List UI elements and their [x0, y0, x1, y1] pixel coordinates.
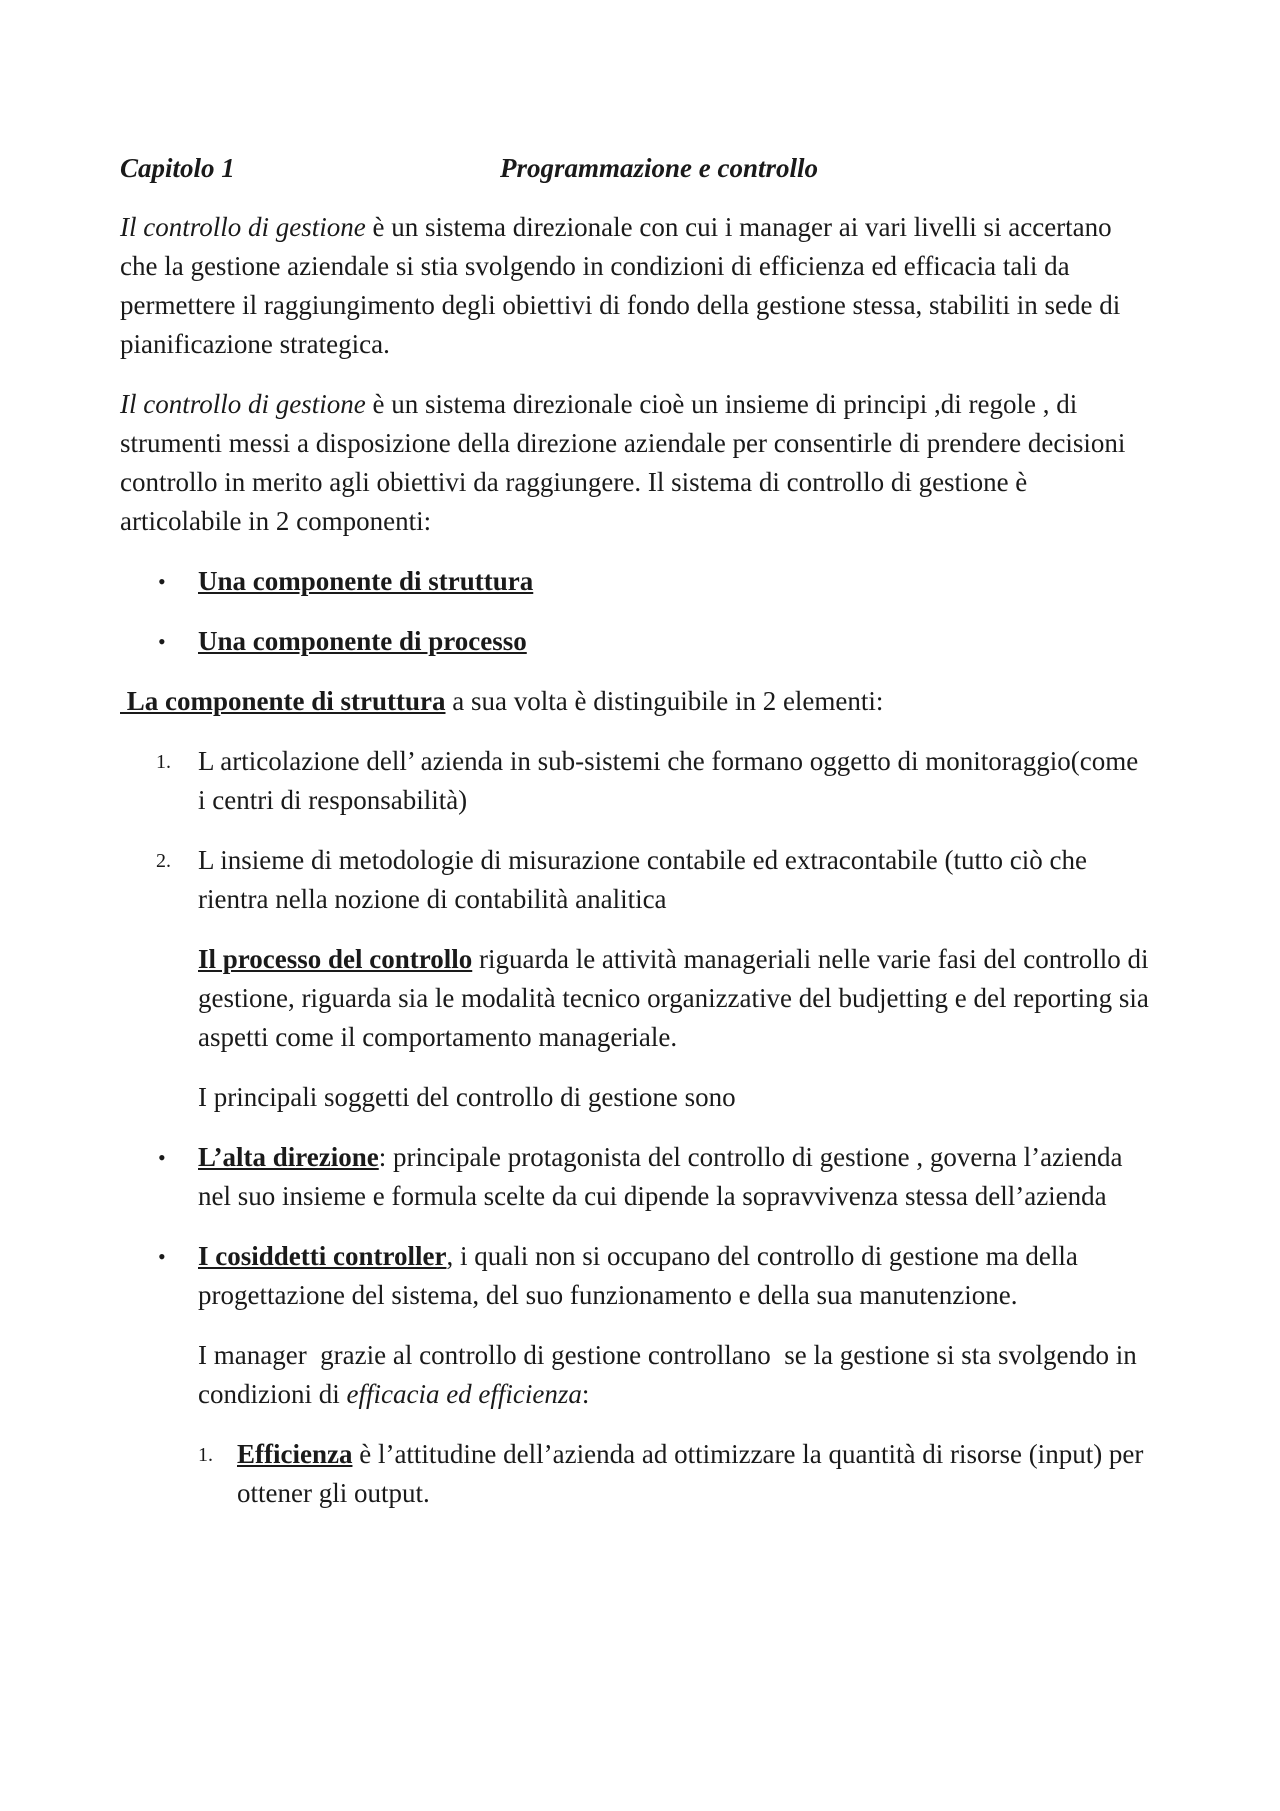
- paragraph-process: [120, 940, 1150, 1057]
- bullet-icon: •: [158, 629, 166, 654]
- paragraph-text: riguarda le attività manageriali nelle varie fasi del controllo di gestione, riguarda sia le modalità tecnico organizzative del budjetting e del reporting sia aspetti come il comportamento manageriale.: [198, 944, 1149, 1052]
- bullet-icon: •: [158, 569, 166, 594]
- paragraph-structure: [120, 682, 1150, 721]
- paragraph-text: è un sistema direzionale con cui i manager ai vari livelli si accertano che la gestione aziendale si stia svolgendo in condizioni di efficienza ed efficacia tali da permettere il raggiungimento degli obiettivi di fondo della gestione stessa, stabiliti in sede di pianificazione strategica.: [120, 212, 1121, 359]
- list-text: è l’attitudine dell’azienda ad ottimizzare la quantità di risorse (input) per ottener gli output.: [237, 1439, 1144, 1508]
- list-item-component-process: [120, 622, 1150, 661]
- component-label: Una componente di struttura: [198, 566, 534, 596]
- paragraph-subjects-intro: I principali soggetti del controllo di gestione sono: [198, 1082, 736, 1112]
- paragraph-text: a sua volta è distinguibile in 2 elementi:: [445, 686, 884, 716]
- paragraph-text: I manager grazie al controllo di gestione controllano se la gestione si sta svolgendo in condizioni di: [198, 1340, 1144, 1409]
- list-text: , i quali non si occupano del controllo di gestione ma della progettazione del sistema, del suo funzionamento e della sua manutenzione.: [198, 1241, 1078, 1310]
- list-number: 1.: [198, 1444, 213, 1466]
- list-text: L articolazione dell’ azienda in sub-sistemi che formano oggetto di monitoraggio(come i centri di responsabilità): [198, 746, 1139, 815]
- bullet-icon: •: [158, 1244, 166, 1269]
- chapter-title: Programmazione e controllo: [500, 153, 819, 183]
- list-item-component-structure: [120, 562, 1150, 601]
- list-item-efficienza: [120, 1435, 1150, 1513]
- bullet-icon: •: [158, 1145, 166, 1170]
- term-bold: La componente di struttura: [120, 686, 446, 716]
- chapter-number: Capitolo 1: [120, 153, 235, 183]
- term-italic: Il controllo di gestione: [120, 389, 366, 419]
- paragraph-manager: [120, 1336, 1150, 1414]
- term-bold: Efficienza: [237, 1439, 353, 1469]
- list-number: 1.: [156, 751, 171, 773]
- term-bold: I cosiddetti controller: [198, 1241, 447, 1271]
- list-item-subject-controller: [120, 1237, 1150, 1315]
- list-text: L insieme di metodologie di misurazione contabile ed extracontabile (tutto ciò che rientra nella nozione di contabilità analitica: [198, 845, 1087, 914]
- paragraph-text: è un sistema direzionale cioè un insieme di principi ,di regole , di strumenti messi a disposizione della direzione aziendale per consentirle di prendere decisioni controllo in merito agli obiettivi da raggiungere. Il sistema di controllo di gestione è articolabile in 2 componenti:: [120, 389, 1126, 536]
- list-item-subject-alta-direzione: [120, 1138, 1150, 1216]
- paragraph-definition-1: [120, 208, 1150, 364]
- paragraph-definition-2: [120, 385, 1150, 541]
- document-body: [120, 208, 1150, 1534]
- term-bold: L’alta direzione: [198, 1142, 379, 1172]
- component-label: Una componente di processo: [198, 626, 527, 656]
- paragraph-text-end: :: [581, 1379, 590, 1409]
- term-italic: efficacia ed efficienza: [346, 1379, 582, 1409]
- term-bold: Il processo del controllo: [198, 944, 473, 974]
- list-number: 2.: [156, 850, 171, 872]
- list-item-element-2: [120, 841, 1150, 919]
- term-italic: Il controllo di gestione: [120, 212, 366, 242]
- list-text: : principale protagonista del controllo di gestione , governa l’azienda nel suo insieme e formula scelte da cui dipende la sopravvivenza stessa dell’azienda: [198, 1142, 1123, 1211]
- list-item-element-1: [120, 742, 1150, 820]
